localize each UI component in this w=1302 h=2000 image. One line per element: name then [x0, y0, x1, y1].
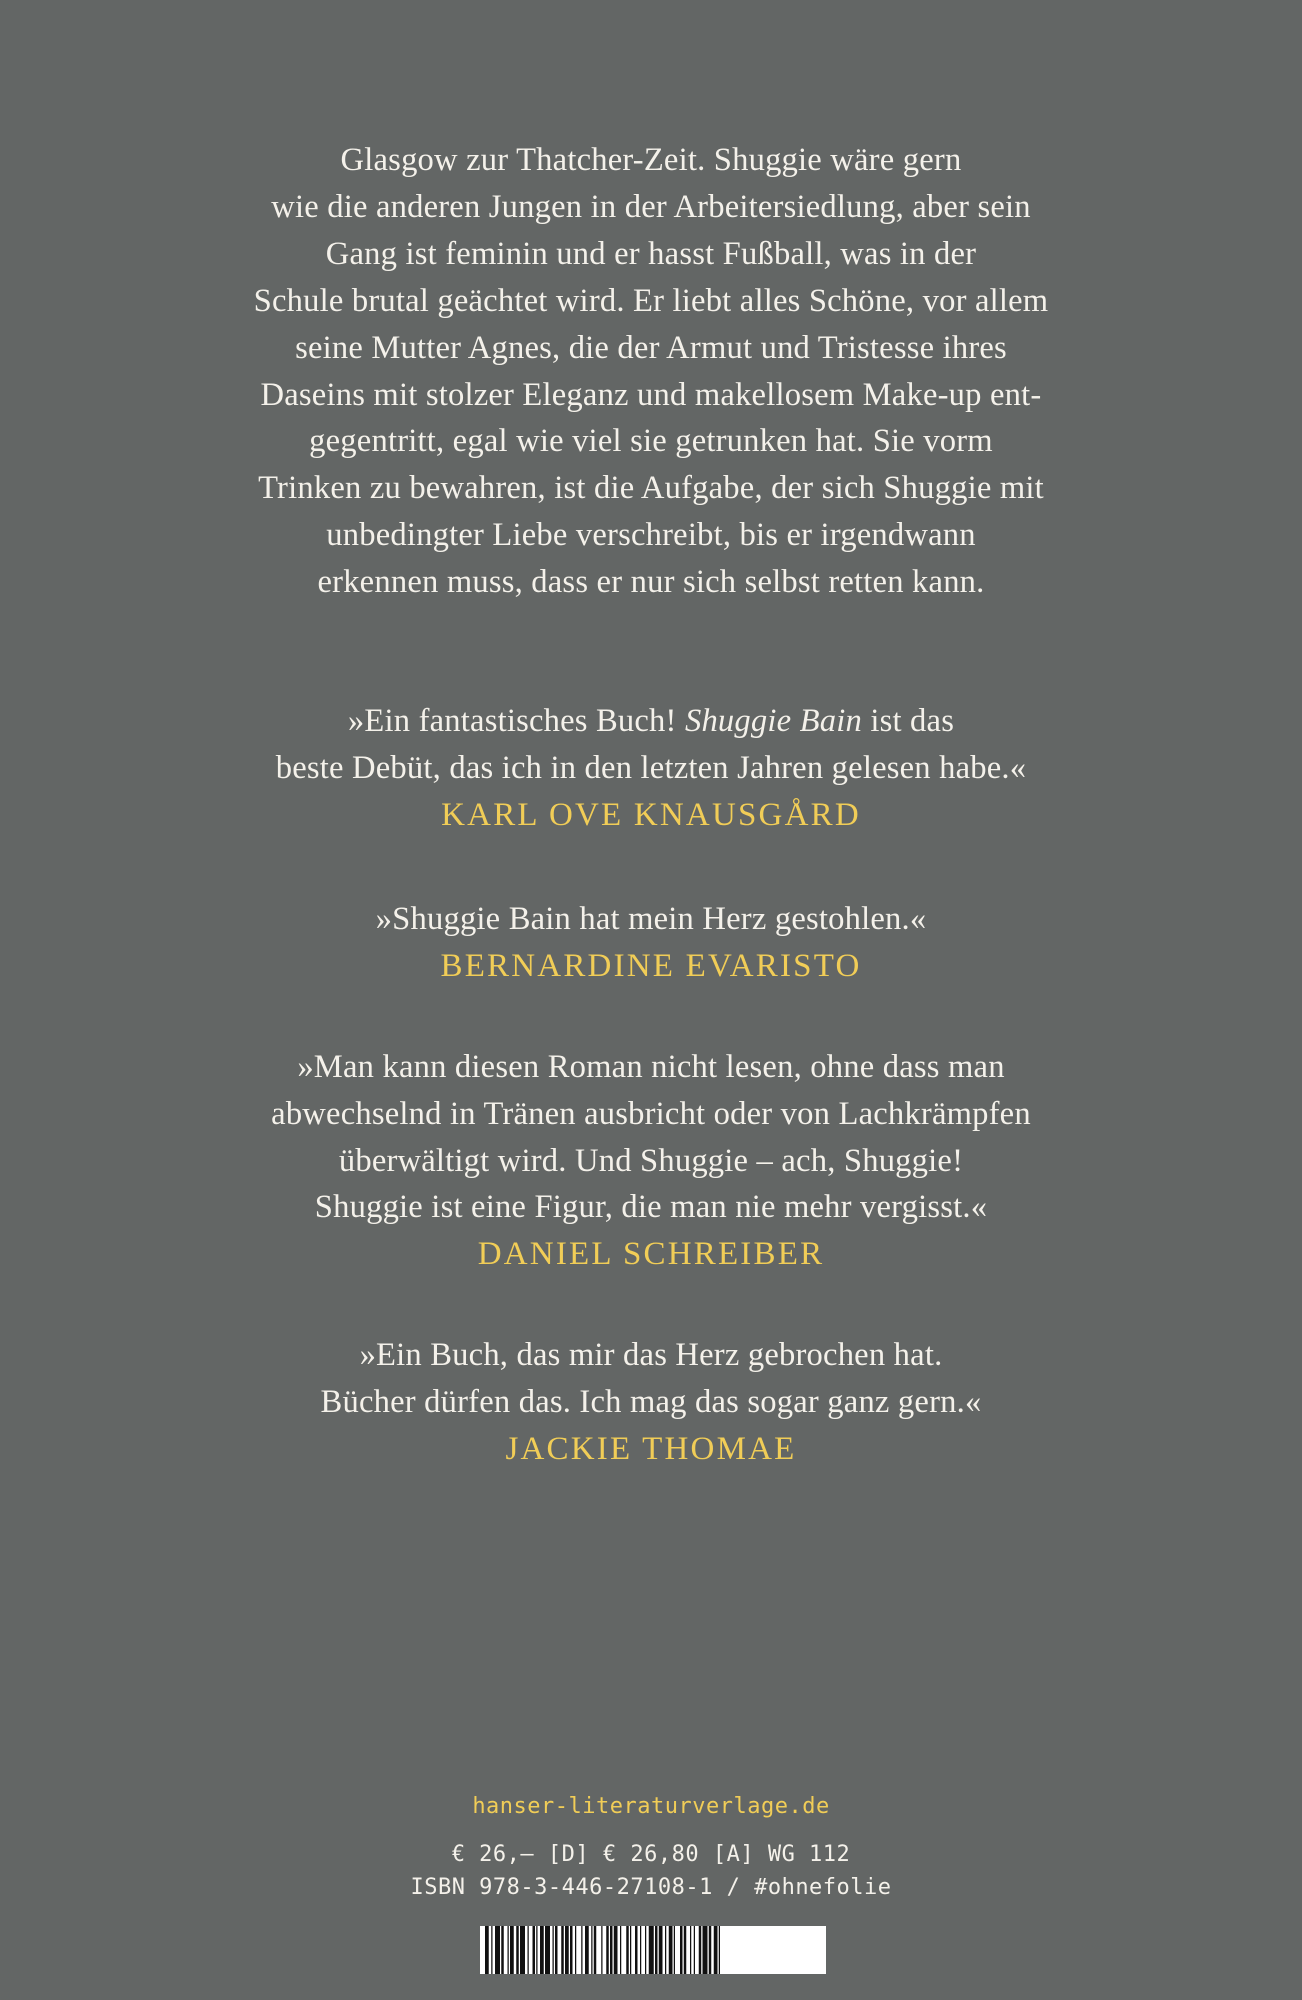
barcode-bar: [585, 1926, 589, 1974]
quote-line: Bücher dürfen das. Ich mag das sogar ganz gern.«: [320, 1383, 982, 1420]
barcode-bar: [635, 1926, 638, 1974]
barcode-bars: [485, 1926, 821, 1974]
quote-author: DANIEL SCHREIBER: [477, 1236, 825, 1273]
barcode-bar: [533, 1926, 536, 1974]
barcode-bar: [520, 1926, 525, 1974]
isbn-info: ISBN 978-3-446-27108-1 / #ohnefolie: [410, 1875, 892, 1900]
barcode-bar: [594, 1926, 597, 1974]
barcode-bar: [540, 1926, 544, 1974]
barcode-bar: [699, 1926, 702, 1974]
book-title-italic: Shuggie Bain: [684, 703, 862, 739]
barcode-bar: [645, 1926, 646, 1974]
barcode-bar: [626, 1926, 629, 1974]
blurb-line: Gang ist feminin und er hasst Fußball, was in der: [325, 235, 977, 272]
barcode-bar: [630, 1926, 631, 1974]
quote-line: überwältigt wird. Und Shuggie – ach, Shuggie!: [338, 1142, 964, 1179]
barcode-bar: [553, 1926, 554, 1974]
barcode-bar: [601, 1926, 602, 1974]
quote-line: abwechselnd in Tränen ausbricht oder von Lachkrämpfen: [271, 1095, 1031, 1132]
barcode-bar: [508, 1926, 509, 1974]
barcode-bar: [591, 1926, 592, 1974]
barcode-bar: [606, 1926, 609, 1974]
barcode-bar: [581, 1926, 582, 1974]
barcode-bar: [516, 1926, 519, 1974]
barcode-bar: [703, 1926, 708, 1974]
barcode-bar: [491, 1926, 492, 1974]
barcode-bar: [714, 1926, 718, 1974]
barcode-bar: [680, 1926, 683, 1974]
barcode-bar: [570, 1926, 573, 1974]
review-quote-thomae: [150, 1332, 1152, 1472]
quote-author: BERNARDINE EVARISTO: [440, 947, 862, 984]
barcode-bar: [545, 1926, 550, 1974]
blurb-line: unbedingter Liebe verschreibt, bis er irgendwann: [326, 517, 976, 554]
barcode-bar: [694, 1926, 695, 1974]
price-info: € 26,– [D] € 26,80 [A] WG 112: [451, 1842, 851, 1867]
barcode-bar: [614, 1926, 618, 1974]
quote-line: [150, 698, 1152, 745]
barcode-bar: [640, 1926, 641, 1974]
barcode-bar: [649, 1926, 654, 1974]
barcode-bar: [669, 1926, 673, 1974]
barcode-bar: [565, 1926, 569, 1974]
barcode-bar: [575, 1926, 576, 1974]
blurb-line: Schule brutal geächtet wird. Er liebt alles Schöne, vor allem: [253, 282, 1049, 319]
quote-line: Shuggie ist eine Figur, die man nie mehr vergisst.«: [314, 1189, 988, 1226]
quote-line: »Man kann diesen Roman nicht lesen, ohne dass man: [297, 1049, 1005, 1085]
review-quote-schreiber: [150, 1044, 1152, 1277]
barcode-bar: [501, 1926, 504, 1974]
barcode-bar: [719, 1926, 720, 1974]
barcode-bar: [655, 1926, 658, 1974]
barcode-bar: [709, 1926, 712, 1974]
barcode-bar: [561, 1926, 564, 1974]
blurb-line: wie die anderen Jungen in der Arbeitersiedlung, aber sein: [271, 188, 1031, 225]
barcode-bar: [536, 1926, 537, 1974]
barcode-bar: [674, 1926, 675, 1974]
barcode-bar: [610, 1926, 613, 1974]
barcode-bar: [620, 1926, 621, 1974]
blurb-line: seine Mutter Agnes, die der Armut und Tristesse ihres: [295, 329, 1007, 366]
blurb-line: Glasgow zur Thatcher-Zeit. Shuggie wäre gern: [340, 142, 962, 178]
quote-line: »Shuggie Bain hat mein Herz gestohlen.«: [375, 901, 927, 937]
barcode-bar: [528, 1926, 529, 1974]
barcode-bar: [555, 1926, 558, 1974]
blurb-line: erkennen muss, dass er nur sich selbst retten kann.: [317, 564, 985, 601]
barcode-bar: [684, 1926, 687, 1974]
review-quote-knausgard: [150, 698, 1152, 838]
barcode-bar: [690, 1926, 691, 1974]
quote-line: »Ein Buch, das mir das Herz gebrochen hat.: [359, 1337, 943, 1373]
blurb-line: Trinken zu bewahren, ist die Aufgabe, der sich Shuggie mit: [258, 470, 1044, 507]
blurb-line: gegentritt, egal wie viel sie getrunken hat. Sie vorm: [309, 423, 993, 460]
quote-author: JACKIE THOMAE: [505, 1430, 797, 1467]
quote-line: beste Debüt, das ich in den letzten Jahren gelesen habe.«: [275, 749, 1027, 786]
barcode-bar: [495, 1926, 500, 1974]
quote-author: KARL OVE KNAUSGÅRD: [441, 796, 861, 833]
publisher-website[interactable]: hanser-literaturverlage.de: [472, 1794, 830, 1819]
blurb-text: [206, 137, 1096, 606]
barcode-bar: [659, 1926, 663, 1974]
barcode-bar: [485, 1926, 489, 1974]
barcode-bar: [510, 1926, 514, 1974]
review-quote-evaristo: [150, 896, 1152, 989]
barcode-bar: [665, 1926, 666, 1974]
blurb-line: Daseins mit stolzer Eleganz und makellosem Make-up ent-: [260, 376, 1042, 413]
quote-text: ist das: [861, 703, 955, 739]
quote-text: »Ein fantastisches Buch!: [347, 703, 685, 739]
barcode-icon: [480, 1926, 826, 1974]
